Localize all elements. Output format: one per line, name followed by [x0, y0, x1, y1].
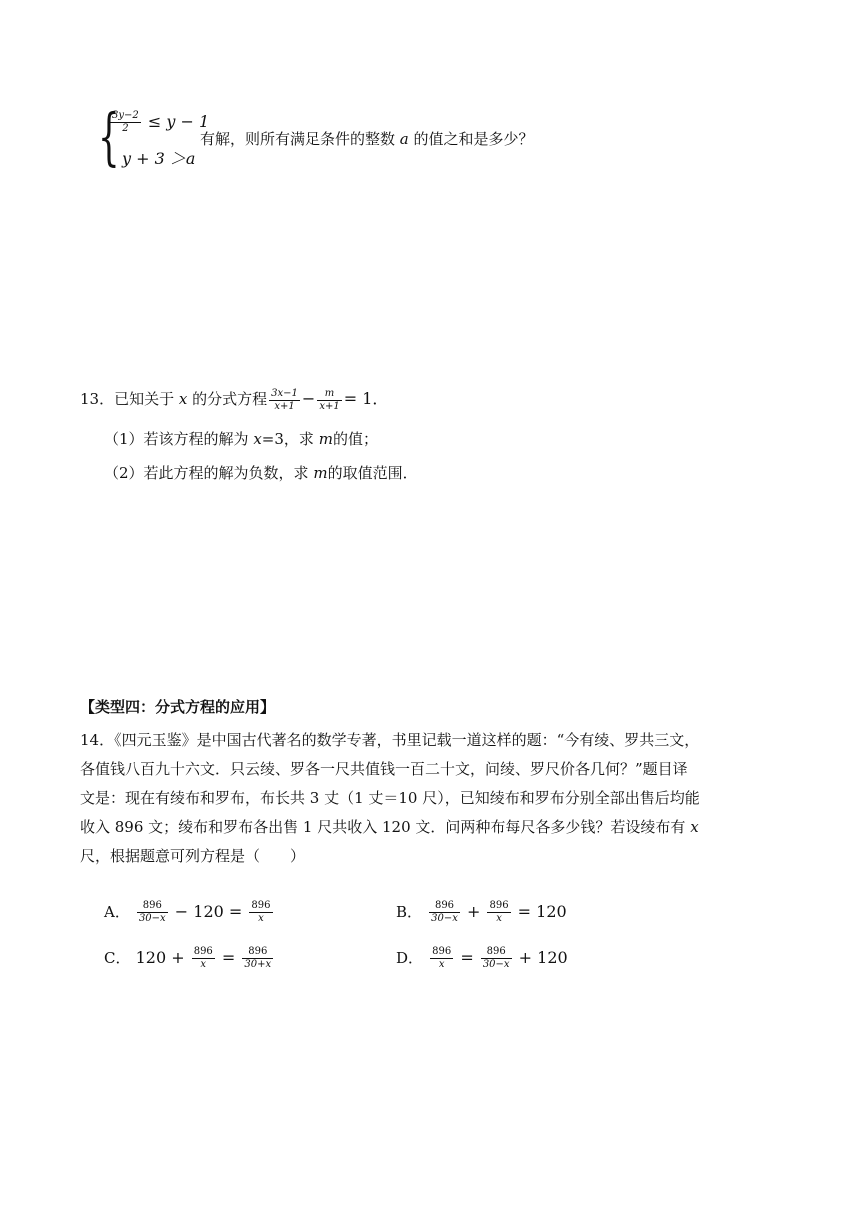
q13-sub2: （2）若此方程的解为负数，求 m的取值范围．	[104, 464, 418, 482]
left-brace: {	[98, 100, 120, 173]
inequality-line-2: y + 3 ＞a	[122, 149, 196, 168]
fraction: $\frac{896}{30+x}$	[244, 946, 272, 970]
fraction: $\frac{896}{30-x}$	[482, 946, 510, 970]
fraction: $\frac{896}{x}$	[251, 900, 271, 924]
section-heading: 【类型四：分式方程的应用】	[80, 698, 276, 716]
fraction: $\frac{896}{x}$	[489, 900, 509, 924]
fraction: $\frac{896}{x}$	[193, 946, 213, 970]
q14-paragraph	[80, 726, 792, 871]
q13-stem: 13．已知关于 x 的分式方程 $\frac{3x-1}{x+1}$ − $\frac{m}{x+1}$ = 1．	[80, 387, 389, 412]
q14-line-3: 文是：现在有绫布和罗布，布长共 3 丈（1 丈＝10 尺），已知绫布和罗布分别全部出售后均能	[80, 789, 700, 807]
q14-line-4: 收入 896 文；绫布和罗布各出售 1 尺共收入 120 文．问两种布每尺各多少钱？若设绫布有 x	[80, 818, 699, 836]
q13-sub1: （1）若该方程的解为 x=3，求 m的值；	[104, 430, 378, 448]
fraction: $\frac{896}{x}$	[432, 946, 452, 970]
q14-line-2: 各值钱八百九十六文．只云绫、罗各一尺共值钱一百二十文，问绫、罗尺价各几何？”题目译	[80, 760, 688, 778]
option-d[interactable]: D． $\frac{896}{x}$ = $\frac{896}{30-x}$ + 120	[396, 946, 568, 970]
option-a[interactable]: A． $\frac{896}{30-x}$ − 120 = $\frac{896}{x}$	[104, 900, 271, 924]
fraction: $\frac{3y-2}{2}$	[112, 110, 139, 134]
fraction: $\frac{3x-1}{x+1}$	[271, 387, 298, 412]
option-b[interactable]: B． $\frac{896}{30-x}$ + $\frac{896}{x}$ = 120	[396, 900, 567, 924]
q14-line-5: 尺，根据题意可列方程是（ ）	[80, 847, 306, 865]
inequality-line-1: $\frac{3y-2}{2}$ ≤ y − 1	[112, 110, 210, 134]
q14-line-1: 14．《四元玉鉴》是中国古代著名的数学专著，书里记载一道这样的题：“今有绫、罗共三文，	[80, 731, 700, 749]
fraction: $\frac{m}{x+1}$	[319, 387, 340, 412]
fraction: $\frac{896}{30-x}$	[138, 900, 166, 924]
fraction: $\frac{896}{30-x}$	[431, 900, 458, 924]
q12-text: 有解，则所有满足条件的整数 a 的值之和是多少？	[200, 130, 534, 148]
option-c[interactable]: C． 120 + $\frac{896}{x}$ = $\frac{896}{30+x}$	[104, 946, 272, 970]
